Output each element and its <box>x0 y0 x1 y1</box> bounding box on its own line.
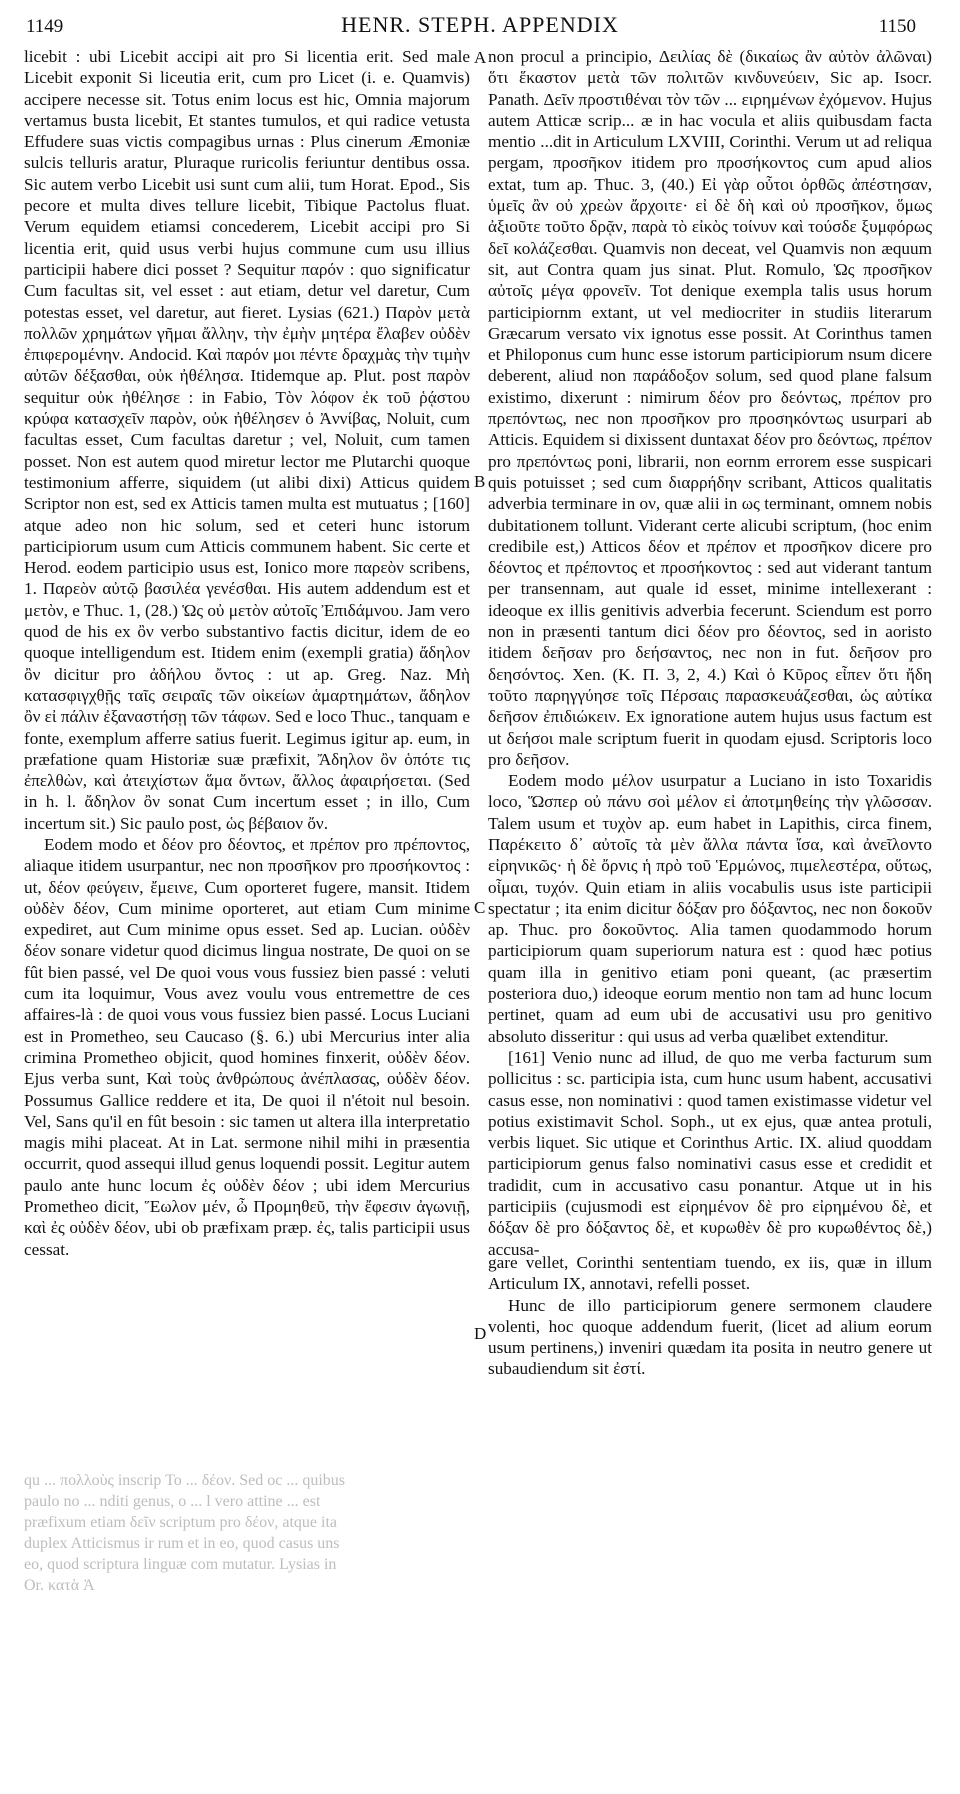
right-column <box>488 46 932 1259</box>
margin-letter-b: B <box>474 472 486 491</box>
running-header <box>0 10 960 40</box>
right-paragraph-3: [161] Venio nunc ad illud, de quo me verba facturum sum pollicitus : sc. participia ista, cum hunc usum habent, accusativi casus esse, non nominativi : quod tamen existimasse videtur vel potius existimavit Schol. Soph., ut ex ejus, quæ antea protuli, verbis liquet. Sic utique et Corinthus Artic. IX. aliud quoddam participiorum genus falso nominativi casus esse et credidit et tradidit, cum in accusativo casu ponantur. Atque ut in his participiis (cujusmodi est εἰρημένον δὲ pro εἰρημένου δὲ, et δόξαν δὲ pro δόξαντος δὲ, et κυρωθὲν δὲ pro κυρωθέντος δὲ,) accusa- <box>488 1047 932 1259</box>
faded-text-block: qu ... πολλοὺς inscrip To ... δέον. Sed oc ... quibus paulo no ... nditi genus, o ... l vero attine ... est præfixum etiam δεῖν scriptum pro δέον, atque ita duplex Atticismus ir rum et in eo, quod casus uns eo, quod scriptura linguæ com mutatur. Lysias in Or. κατὰ Ἀ <box>24 1472 346 1594</box>
left-paragraph-2: Eodem modo et δέον pro δέοντος, et πρέπον pro πρέποντος, aliaque itidem usurpantur, nec non προσῆκον pro προσήκοντος : ut, δέον φεύγειν, ἔμεινε, Cum oporteret fugere, mansit. Itidem οὐδὲν δέον, Cum minime oporteret, aut etiam Cum minime expediret, aut Cum minime opus esset. Sed ap. Lucian. οὐδὲν δέον sonare videtur quod dicimus lingua nostrate, De quoi on se fût bien passé, vel De quoi vous vous fussiez bien passé : veluti cum ita loquimur, Vous avez voulu vous entremettre de ces affaires-là : de quoi vous vous fussiez bien passé. Locus Luciani est in Prometheo, seu Caucaso (§. 6.) ubi Mercurius inter alia crimina Prometheo objicit, quod homines finxerit, οὐδὲν δέον. Ejus verba sunt, Καὶ τοὺς ἀνθρώπους ἀνέπλασας, οὐδὲν δέον. Possumus Gallice reddere et ita, De quoi il n'étoit nul besoin. Vel, Sans qu'il en fût besoin : sic tamen ut altera illa interpretatio magis mihi placeat. At in Lat. sermone nihil mihi in præsentia occurrit, quod assequi illud genus loquendi possit. Legitur autem paulo ante hunc locum ἐς οὐδὲν δέον ; ubi idem Mercurius Prometheo dicit, Ἕωλον μέν, ὦ Προμηθεῦ, τὴν ἔφεσιν ἀγωνιῇ, καὶ ἐς οὐδὲν δέον, ubi ob præfixam præp. ἐς, talis participii usus cessat. <box>24 834 470 1259</box>
left-paragraph-1: licebit : ubi Licebit accipi ait pro Si licentia erit. Sed male Licebit exponit Si liceutia erit, cum pro Licet (i. e. Quamvis) accipere necesse sit. Totus enim locus est hic, Omnia majorum vertamus busta licebit, Et stantes tumulos, et qui radice vetusta Effudere suas victis compagibus urnas : Plus cinerum Æmoniæ sulcis telluris aratur, Pluraque ruricolis feriuntur dentibus ossa. Sic autem verbo Licebit usi sunt cum alii, tum Horat. Epod., Sis pecore et multa dives tellure licebit, Tibique Pactolus fluat. Verum equidem etiamsi concederem, Licebit accipi pro Si licentia erit, quid usus verbi hujus commune cum usu illius participii habere dici posset ? Sequitur παρόν : quo significatur Cum facultas sit, vel esset : aut etiam, detur vel daretur, Cum potestas esset, vel daretur, aut fieret. Lysias (621.) Παρὸν μετὰ πολλῶν χρημάτων γῆμαι ἄλλην, τὴν ἐμὴν μητέρα ἔλαβεν οὐδὲν ἐπιφερομένην. Andocid. Καὶ παρόν μοι πέντε δραχμὰς τὴν τιμὴν αὐτῶν δέξασθαι, οὐκ ἠθέλησα. Itidemque ap. Plut. post παρὸν sequitur οὐκ ἠθέλησε : in Fabio, Τὸν λόφον ἐκ τοῦ ῥᾴστου κρύφα κατασχεῖν παρὸν, οὐκ ἠθέλησεν ὁ Ἀννίβας, Noluit, cum facultas esset, Cum facultas daretur ; vel, Noluit, cum tamen posset. Non est autem quod miretur lector me Plutarchi quoque testimonium afferre, siquidem (ut alibi dixi) Atticus quidem Scriptor non est, sed ex Atticis tamen multa est mutuatus ; [160] atque adeo non hic solum, sed et ceteri hunc istorum participiorum usum cum Atticis communem habent. Sic certe et Herod. eodem participio usus est, Ionico more παρεὸν scribens, 1. Παρεὸν αὐτῷ βασιλέα γενέσθαι. His autem addendum est et μετὸν, e Thuc. 1, (28.) Ὡς οὐ μετὸν αὐτοῖς Ἐπιδάμνου. Jam vero quod de his ex ὂν verbo substantivo factis dicitur, idem de eo quoque intelligendum est. Itidem enim (exempli gratia) ἄδηλον ὂν dicitur pro ἀδήλου ὄντος : ut ap. Greg. Naz. Μὴ κατασφιγχθῇς ταῖς σειραῖς τῶν οἰκείων ἁμαρτημάτων, ἄδηλον ὂν εἰ πάλιν ἐξαναστήσῃ τῶν τάφων. Sed e loco Thuc., tanquam e fonte, exemplum afferre satius fuerit. Legimus igitur ap. eum, in præfatione quam Historiæ suæ præfixit, Ἄδηλον ὂν ὁπότε τις ἐπελθὼν, καὶ ἀτειχίστων ἅμα ὄντων, ἄλλος ἀφαιρήσεται. (Sed in h. l. ἄδηλον ὂν sonat Cum incertum esset ; in illo, Cum incertum sit.) Sic paulo post, ὡς βέβαιον ὄν. <box>24 47 470 833</box>
margin-letter-d: D <box>474 1324 487 1343</box>
left-column <box>24 46 470 1506</box>
right-tail-paragraph-2: Hunc de illo participiorum genere sermonem claudere volenti, hoc quoque addendum fuerit, (licet ad alium eorum usum pertinens,) inveniri quædam ita posita in neutro genere ut subaudiendum sit ἐστί. <box>488 1295 932 1379</box>
left-page-number: 1149 <box>26 16 64 37</box>
right-paragraph-1: non procul a principio, Δειλίας δὲ (δικαίως ἂν αὐτὸν ἀλῶναι) ὅτι ἕκαστον μετὰ τῶν πολιτῶν κινδυνεύειν, Sic ap. Isocr. Panath. Δεῖν προστιθέναι τὸν τῶν ... ειρημένων ἐχόμενον. Hujus autem Atticæ scrip... æ in hac vocula et aliis quibusdam facta mentio ...dit in Articulum LXVIII, Corinthi. Verum ut ad reliqua pergam, προσῆκον itidem pro προσήκοντος cum apud alios extat, tum ap. Thuc. 3, (40.) Εἰ γὰρ οὗτοι ὀρθῶς ἀπέστησαν, ὑμεῖς ἂν οὐ χρεὼν ἄρχοιτε· εἰ δὲ δὴ καὶ οὐ προσῆκον, ὅμως ἀξιοῦτε τοῦτο δρᾷν, παρὰ τὸ εἰκὸς τοίνυν καὶ τούσδε ξυμφόρως δεῖ κολάζεσθαι. Quamvis non deceat, vel Quamvis non æquum sit, aut Contra quam jus sinat. Plut. Romulo, Ὡς προσῆκον αὐτοῖς μέγα φρονεῖν. Tot denique exempla talis usus horum participiornm extant, ut vel mediocriter in studiis literarum Græcarum versato vix ignotus esse possit. At Corinthus tamen et Philoponus cum hunc esse istorum participiorum nsum dicere deberent, aliud non παράδοξον solum, sed quod plane falsum existimo, dixerunt : nimirum δέον pro δεόντως, πρέπον pro πρεπόντως, nec non προσῆκον pro προσηκόντως usurpari ab Atticis. Equidem si dixissent duntaxat δέον pro δεόντως, πρέπον pro πρεπόντως poni, librarii, non eornm errorem esse suspicari quis potuisset ; sed cum διαρρήδην scribant, Atticos qualitatis adverbia terminare in ον, quæ alii in ως terminant, omnem nobis dubitationem tollunt. Viderant certe alicubi scriptum, (hoc enim credibile est,) Atticos δέον et πρέπον et προσῆκον dicere pro δέοντος et πρέποντος et προσήκοντος : sed aut viderant tantum per transennam, aut quale id esset, minime intellexerant : ideoque ex illis genitivis adverbia fecerunt. Sciendum est porro non in præsenti tantum dici δέον pro δέοντος, sed in aoristo itidem δεῆσαν pro δεήσαντος, nec non in fut. δεῆσον pro δεησόντος. Xen. (Κ. Π. 3, 2, 4.) Καὶ ὁ Κῦρος εἶπεν ὅτι ἤδη τοῦτο παρηγγύησε τοῖς Πέρσαις παρασκευάζεσθαι, ὡς αὐτίκα δεῆσον ἐπιδιώκειν. Ex ignoratione autem hujus usus factum est ut δεήσοι male scriptum fuerit in quodam ejusd. Scriptoris loco pro δεῆσον. <box>488 47 932 769</box>
running-head-title: HENR. STEPH. APPENDIX <box>341 12 619 37</box>
right-tail-paragraph-1: gare vellet, Corinthi sententiam tuendo, ex iis, quæ in illum Articulum IX, annotavi, refelli posset. <box>488 1253 932 1294</box>
margin-letter-a: A <box>474 48 487 67</box>
margin-letter-c: C <box>474 898 486 917</box>
right-paragraph-2: Eodem modo μέλον usurpatur a Luciano in isto Toxaridis loco, Ὥσπερ οὐ πάνυ σοὶ μέλον εἰ ἀποτμηθείης τὴν γλῶσσαν. Talem usum et τυχὸν ap. eum habet in Lapithis, circa finem, Παρέκειτο δ᾽ αὐτοῖς τὰ μὲν ἄλλα πάντα ἴσα, καὶ ἀνεῖλοντο εἰρηνικῶς· ἡ δὲ ὄρνις ἡ πρὸ τοῦ Ἑρμώνος, πιμελεστέρα, οὕτως, οἶμαι, τυχόν. Quin etiam in aliis vocabulis usus iste participii spectatur ; ita enim dicitur δόξαν pro δόξαντος, nec non δοκοῦν ap. Thuc. pro δοκοῦντος. Alia tamen quodammodo horum participiorum quam superiorum natura est : quod hæc potius quam illa in genitivo etiam poni queant, (ac præsertim posteriora duo,) ideoque eorum mentio non tam ad hunc locum pertinet, quam ad eum ubi de accusativi usu pro genitivo absoluto disseritur : qui usus ad verba quælibet extenditur. <box>488 771 932 1046</box>
right-column-tail <box>488 1252 932 1380</box>
right-page-number: 1150 <box>878 16 916 37</box>
